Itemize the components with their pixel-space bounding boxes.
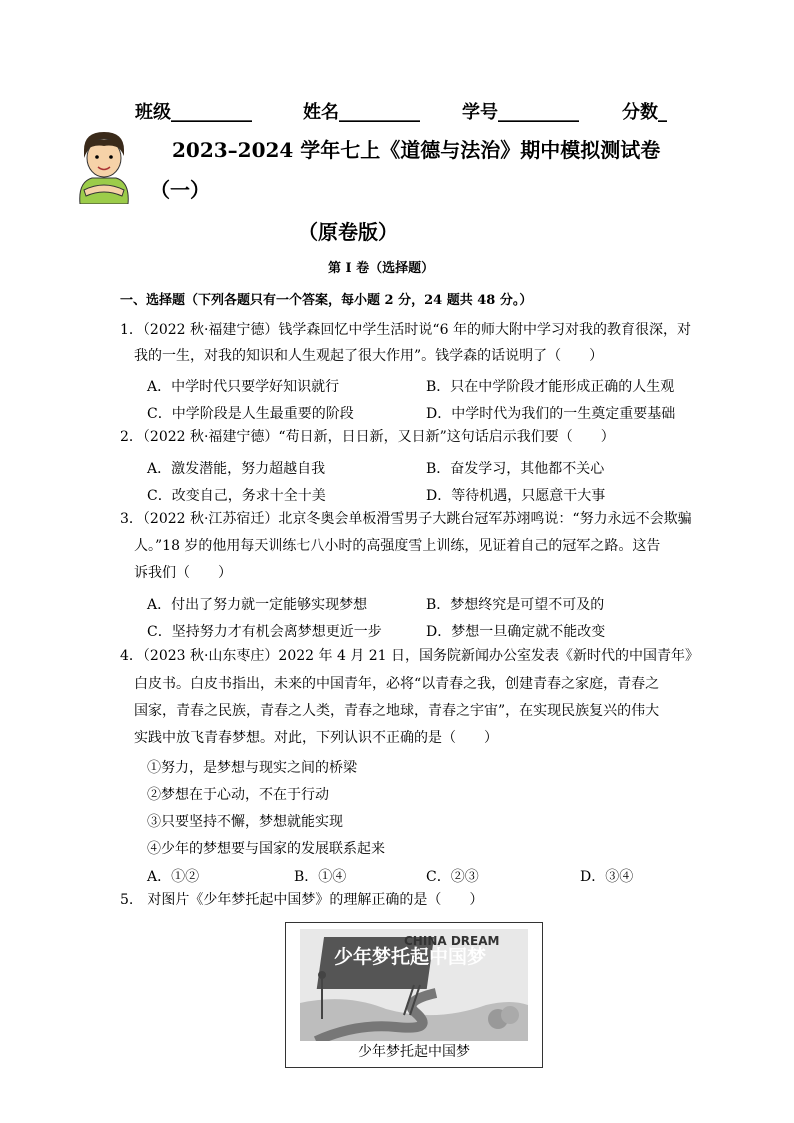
question-2-option-b[interactable]: B．奋发学习，其他都不关心: [426, 461, 605, 477]
question-2-option-d[interactable]: D．等待机遇，只愿意干大事: [426, 488, 606, 504]
question-4-statement-4: ④少年的梦想要与国家的发展联系起来: [147, 841, 385, 857]
question-4-option-c[interactable]: C．②③: [426, 869, 479, 885]
student-info-header: [0, 98, 794, 124]
question-3-line-1: 3．（2022 秋·江苏宿迁）北京冬奥会单板滑雪男子大跳台冠军苏翊鸣说：“努力永远不会欺骗: [120, 511, 692, 527]
question-2-line-1: 2．（2022 秋·福建宁德）“苟日新，日日新，又日新”这句话启示我们要（ ）: [120, 429, 615, 445]
poster-art-text: 少年梦托起中国梦: [334, 946, 487, 968]
question-1-line-2: 我的一生，对我的知识和人生观起了很大作用”。钱学森的话说明了（ ）: [134, 348, 604, 364]
volume-title: 第 I 卷（选择题）: [328, 261, 435, 276]
question-3-line-3: 诉我们（ ）: [134, 565, 232, 581]
figure-caption: 少年梦托起中国梦: [358, 1044, 470, 1060]
china-dream-poster-image: [286, 923, 542, 1041]
cartoon-boy-illustration: [72, 128, 134, 204]
question-4-statement-3: ③只要坚持不懈，梦想就能实现: [147, 814, 343, 830]
exam-title-line2: （一）: [150, 178, 210, 202]
question-3-option-c[interactable]: C．坚持努力才有机会离梦想更近一步: [147, 624, 382, 640]
question-5-line-1: 5. 对图片《少年梦托起中国梦》的理解正确的是（ ）: [120, 892, 484, 908]
figure-china-dream: [285, 922, 543, 1068]
score-field[interactable]: 分数_: [622, 102, 667, 123]
question-1-option-b[interactable]: B．只在中学阶段才能形成正确的人生观: [426, 379, 675, 395]
question-4-line-4: 实践中放飞青春梦想。对此，下列认识不正确的是（ ）: [134, 730, 498, 746]
question-4-statement-2: ②梦想在于心动，不在于行动: [147, 787, 329, 803]
exam-title-line1: 2023–2024 学年七上《道德与法治》期中模拟测试卷: [172, 138, 661, 162]
section-title: 一、选择题（下列各题只有一个答案，每小题 2 分，24 题共 48 分。）: [120, 293, 533, 308]
question-4-option-b[interactable]: B．①④: [294, 869, 347, 885]
question-1-option-c[interactable]: C．中学阶段是人生最重要的阶段: [147, 406, 354, 422]
question-3-option-a[interactable]: A．付出了努力就一定能够实现梦想: [147, 597, 368, 613]
question-3-option-b[interactable]: B．梦想终究是可望不可及的: [426, 597, 605, 613]
question-1-option-a[interactable]: A．中学时代只要学好知识就行: [147, 379, 340, 395]
question-4-option-a[interactable]: A．①②: [147, 869, 200, 885]
student-no-field[interactable]: 学号_________: [462, 102, 579, 123]
question-4-line-2: 白皮书。白皮书指出，未来的中国青年，必将“以青春之我，创建青春之家庭，青春之: [134, 676, 660, 692]
question-3-option-d[interactable]: D．梦想一旦确定就不能改变: [426, 624, 606, 640]
question-4-statement-1: ①努力，是梦想与现实之间的桥梁: [147, 760, 357, 776]
edition-label: （原卷版）: [298, 220, 398, 244]
question-4-option-d[interactable]: D．③④: [580, 869, 634, 885]
poster-english-text: CHINA DREAM: [404, 934, 500, 948]
class-field[interactable]: 班级_________: [135, 102, 252, 123]
question-3-line-2: 人。”18 岁的他用每天训练七八小时的高强度雪上训练，见证着自己的冠军之路。这告: [134, 538, 661, 554]
question-4-line-3: 国家，青春之民族，青春之人类，青春之地球，青春之宇宙”，在实现民族复兴的伟大: [134, 703, 660, 719]
question-2-option-c[interactable]: C．改变自己，务求十全十美: [147, 488, 326, 504]
question-2-option-a[interactable]: A．激发潜能，努力超越自我: [147, 461, 326, 477]
question-4-line-1: 4．（2023 秋·山东枣庄）2022 年 4 月 21 日，国务院新闻办公室发表《新时代的中国青年》: [120, 648, 700, 664]
name-field[interactable]: 姓名_________: [303, 102, 420, 123]
question-1-option-d[interactable]: D．中学时代为我们的一生奠定重要基础: [426, 406, 676, 422]
question-1-line-1: 1．（2022 秋·福建宁德）钱学森回忆中学生活时说“6 年的师大附中学习对我的教育很深，对: [120, 322, 691, 338]
